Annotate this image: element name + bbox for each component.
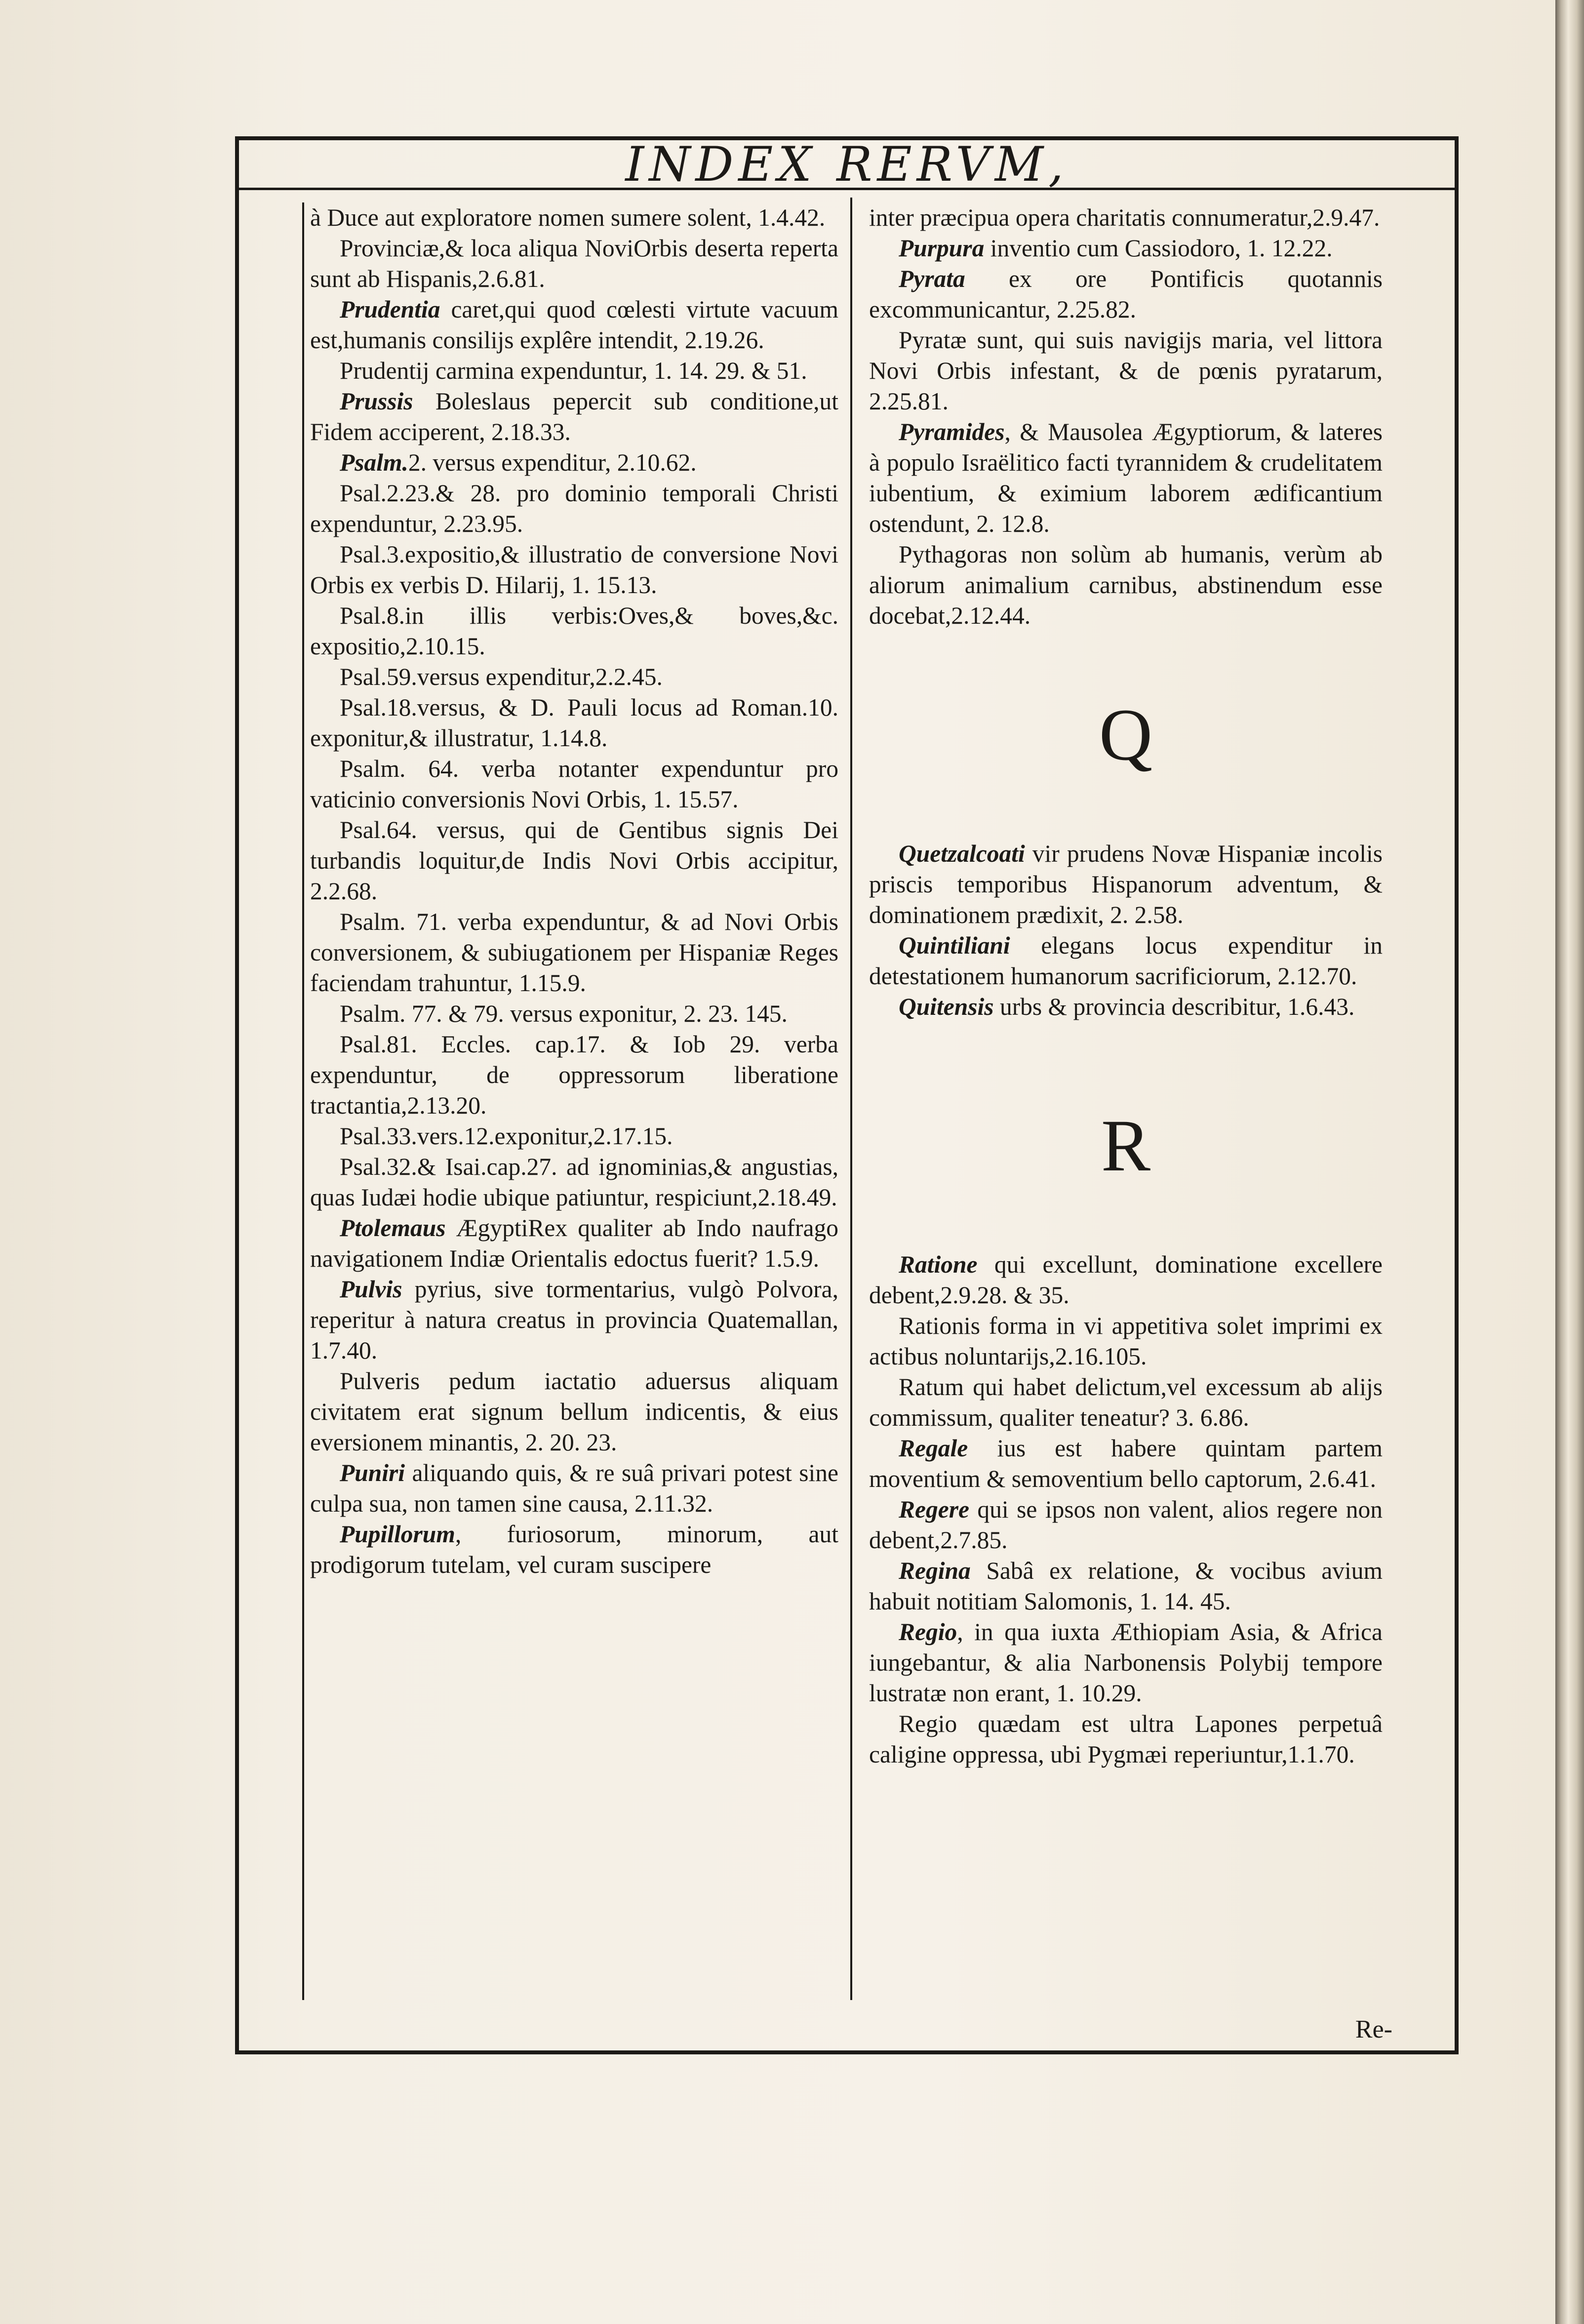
entry-text: Boleslaus pepercit sub conditione,ut Fidem acciperent, 2.18.33. xyxy=(310,388,838,445)
entry-text: inventio cum Cassiodoro, 1. 12.22. xyxy=(984,235,1333,262)
entry-text: Psal.59.versus expenditur,2.2.45. xyxy=(340,663,663,690)
index-entry xyxy=(310,999,838,1029)
index-entry xyxy=(310,692,838,754)
entry-headword: Quintiliani xyxy=(899,932,1010,959)
column-divider xyxy=(850,198,852,2000)
entry-text: vir prudens Novæ Hispaniæ incolis priscis temporibus Hispanorum adventum, & dominationem prædixit, 2. 2.58. xyxy=(869,840,1383,928)
index-entry xyxy=(310,601,838,662)
index-entry xyxy=(869,539,1383,631)
index-entry xyxy=(310,233,838,294)
index-entry xyxy=(869,1311,1383,1372)
entry-headword: Quetzalcoati xyxy=(899,840,1025,867)
entry-headword: Regio xyxy=(899,1618,957,1645)
index-entry xyxy=(869,1249,1383,1311)
entry-text: Psal.3.expositio,& illustratio de conversione Novi Orbis ex verbis D. Hilarij, 1. 15.13. xyxy=(310,541,838,599)
entry-text: Pyratæ sunt, qui suis navigijs maria, vel littora Novi Orbis infestant, & de pœnis pyratarum, 2.25.81. xyxy=(869,326,1383,415)
index-entry xyxy=(310,1458,838,1519)
entry-text: caret,qui quod cœlesti virtute vacuum est,humanis consilijs explêre intendit, 2.19.26. xyxy=(310,296,838,354)
entry-text: qui excellunt, dominatione excellere debent,2.9.28. & 35. xyxy=(869,1251,1383,1309)
index-entry xyxy=(869,1494,1383,1556)
entry-headword: Regina xyxy=(899,1557,971,1584)
index-entry xyxy=(869,839,1383,930)
entry-text: elegans locus expenditur in detestationem humanorum sacrificiorum, 2.12.70. xyxy=(869,932,1383,990)
right-column-r-entries xyxy=(869,1249,1383,1770)
index-entry xyxy=(869,1709,1383,1770)
entry-text: , furiosorum, minorum, aut prodigorum tutelam, vel curam suscipere xyxy=(310,1521,838,1578)
index-entry xyxy=(310,447,838,478)
index-entry xyxy=(310,1366,838,1458)
section-letter-q: Q xyxy=(1099,694,1153,776)
index-entry xyxy=(310,478,838,539)
index-entry xyxy=(869,325,1383,417)
entry-text: Pulveris pedum iactatio aduersus aliquam civitatem erat signum bellum indicentis, & eius eversionem minantis, 2. 20. 23. xyxy=(310,1367,838,1456)
entry-text: Regio quædam est ultra Lapones perpetuâ caligine oppressa, ubi Pygmæi reperiuntur,1.1.70. xyxy=(869,1710,1383,1768)
entry-text: ÆgyptiRex qualiter ab Indo naufrago navigationem Indiæ Orientalis edoctus fuerit? 1.5.9. xyxy=(310,1214,838,1272)
entry-text: ius est habere quintam partem moventium & semoventium bello captorum, 2.6.41. xyxy=(869,1435,1383,1492)
entry-text: Psal.32.& Isai.cap.27. ad ignominias,& angustias, quas Iudæi hodie ubique patiuntur, respiciunt,2.18.49. xyxy=(310,1153,838,1211)
entry-text: ex ore Pontificis quotannis excommunicantur, 2.25.82. xyxy=(869,265,1383,323)
entry-text: , in qua iuxta Æthiopiam Asia, & Africa iungebantur, & alia Narbonensis Polybij tempore lustratæ non erant, 1. 10.29. xyxy=(869,1618,1383,1707)
index-entry xyxy=(869,417,1383,539)
entry-headword: Pyramides xyxy=(899,418,1005,445)
entry-text: , & Mausolea Ægyptiorum, & lateres à populo Israëlitico facti tyrannidem & crudelitatem iubentium, & eximium laborem ædificantium ostendunt, 2. 12.8. xyxy=(869,418,1383,537)
entry-text: Psal.81. Eccles. cap.17. & Iob 29. verba expenduntur, de oppressorum liberatione tractantia,2.13.20. xyxy=(310,1031,838,1119)
entry-text: 2. versus expenditur, 2.10.62. xyxy=(408,449,697,476)
index-entry xyxy=(310,539,838,601)
index-entry xyxy=(310,662,838,692)
entry-text: Sabâ ex relatione, & vocibus avium habuit notitiam Salomonis, 1. 14. 45. xyxy=(869,1557,1383,1615)
index-entry xyxy=(310,1213,838,1274)
catchword: Re- xyxy=(1355,2015,1392,2044)
entry-text: urbs & provincia describitur, 1.6.43. xyxy=(993,993,1355,1020)
section-letter-r: R xyxy=(1101,1105,1151,1187)
right-column-p-entries xyxy=(869,202,1383,631)
index-entry xyxy=(310,1029,838,1121)
entry-text: Prudentij carmina expenduntur, 1. 14. 29. & 51. xyxy=(340,357,807,384)
index-entry xyxy=(869,202,1383,233)
entry-text: Rationis forma in vi appetitiva solet imprimi ex actibus noluntarijs,2.16.105. xyxy=(869,1312,1383,1370)
entry-headword: Regale xyxy=(899,1435,968,1462)
index-entry xyxy=(310,754,838,815)
entry-headword: Pupillorum xyxy=(340,1521,455,1548)
entry-text: Pythagoras non solùm ab humanis, verùm ab aliorum animalium carnibus, abstinendum esse docebat,2.12.44. xyxy=(869,541,1383,629)
entry-headword: Regere xyxy=(899,1496,969,1523)
index-entry xyxy=(869,1617,1383,1709)
entry-text: pyrius, sive tormentarius, vulgò Polvora, reperitur à natura creatus in provincia Quatemallan, 1.7.40. xyxy=(310,1276,838,1364)
left-column xyxy=(302,202,838,2000)
entry-text: Psal.8.in illis verbis:Oves,& boves,&c. expositio,2.10.15. xyxy=(310,602,838,660)
entry-text: Provinciæ,& loca aliqua NoviOrbis deserta reperta sunt ab Hispanis,2.6.81. xyxy=(310,235,838,292)
index-entry xyxy=(869,1433,1383,1494)
index-entry xyxy=(310,356,838,386)
entry-text: Ratum qui habet delictum,vel excessum ab alijs commissum, qualiter teneatur? 3. 6.86. xyxy=(869,1373,1383,1431)
index-entry xyxy=(869,992,1383,1022)
index-entry xyxy=(310,294,838,356)
entry-text: aliquando quis, & re suâ privari potest sine culpa sua, non tamen sine causa, 2.11.32. xyxy=(310,1459,838,1517)
entry-headword: Pyrata xyxy=(899,265,965,292)
index-entry xyxy=(310,386,838,447)
index-entry xyxy=(310,907,838,999)
entry-headword: Ratione xyxy=(899,1251,978,1278)
entry-headword: Purpura xyxy=(899,235,985,262)
index-entry xyxy=(869,264,1383,325)
entry-text: qui se ipsos non valent, alios regere non debent,2.7.85. xyxy=(869,1496,1383,1554)
entry-headword: Quitensis xyxy=(899,993,994,1020)
entry-text: Psal.2.23.& 28. pro dominio temporali Christi expenduntur, 2.23.95. xyxy=(310,480,838,537)
entry-text: Psalm. 77. & 79. versus exponitur, 2. 23. 145. xyxy=(340,1000,788,1027)
entry-headword: Puniri xyxy=(340,1459,405,1486)
index-entry xyxy=(869,930,1383,992)
index-entry xyxy=(869,1556,1383,1617)
index-entry xyxy=(869,233,1383,264)
index-entry xyxy=(310,815,838,907)
index-entry xyxy=(310,1274,838,1366)
entry-headword: Psalm. xyxy=(340,449,408,476)
index-entry xyxy=(310,1519,838,1580)
entry-text: Psal.33.vers.12.exponitur,2.17.15. xyxy=(340,1122,673,1150)
right-column-q-entries xyxy=(869,839,1383,1022)
entry-headword: Prussis xyxy=(340,388,413,415)
entry-headword: Pulvis xyxy=(340,1276,402,1303)
index-entry xyxy=(310,1152,838,1213)
entry-text: inter præcipua opera charitatis connumeratur,2.9.47. xyxy=(869,204,1380,231)
entry-text: Psalm. 71. verba expenduntur, & ad Novi Orbis conversionem, & subiugationem per Hispaniæ Reges faciendam trahuntur, 1.15.9. xyxy=(310,908,838,997)
index-entry xyxy=(310,1121,838,1152)
page-edge xyxy=(1555,0,1584,2324)
entry-headword: Prudentia xyxy=(340,296,440,323)
entry-headword: Ptolemaus xyxy=(340,1214,446,1242)
entry-text: à Duce aut exploratore nomen sumere solent, 1.4.42. xyxy=(310,204,826,231)
index-entry xyxy=(310,202,838,233)
entry-text: Psalm. 64. verba notanter expenduntur pro vaticinio conversionis Novi Orbis, 1. 15.57. xyxy=(310,755,838,813)
header-rule xyxy=(235,188,1459,190)
entry-text: Psal.64. versus, qui de Gentibus signis Dei turbandis loquitur,de Indis Novi Orbis accipitur, 2.2.68. xyxy=(310,816,838,905)
right-column xyxy=(869,202,1383,2000)
page-title: INDEX RERVM, xyxy=(625,137,1069,192)
index-entry xyxy=(869,1372,1383,1433)
entry-text: Psal.18.versus, & D. Pauli locus ad Roman.10. exponitur,& illustratur, 1.14.8. xyxy=(310,694,838,752)
